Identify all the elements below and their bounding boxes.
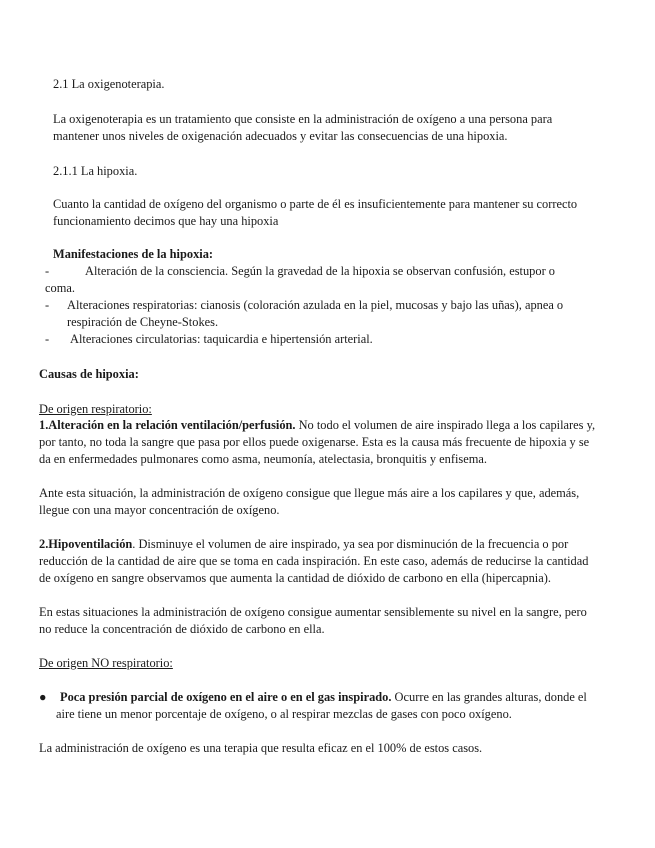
respiratory-origin-heading: De origen respiratorio: — [39, 402, 152, 416]
section-2-1-1-body: Cuanto la cantidad de oxígeno del organismo o parte de él es insuficientemente para mantener su correcto funcionamiento decimos que hay una hipoxia — [53, 197, 578, 228]
cause-hypoventilation — [39, 536, 599, 587]
cause-vq-title: 1.Alteración en la relación ventilación/perfusión. — [39, 418, 296, 432]
manifestation-item-respiratory — [45, 297, 595, 331]
non-respiratory-origin-heading: De origen NO respiratorio: — [39, 656, 173, 670]
section-2-1-heading: 2.1 La oxigenoterapia. — [53, 77, 165, 91]
causes-heading — [39, 366, 599, 383]
manifestation-item-consciousness — [45, 263, 595, 297]
manifestation-text: Alteraciones respiratorias: cianosis (coloración azulada en la piel, mucosas y bajo las uñas), apnea o respiración de Cheyne-Stokes. — [67, 298, 564, 329]
cause-hypoventilation-title: 2.Hipoventilación — [39, 537, 133, 551]
manifestation-item-circulatory — [45, 331, 595, 348]
non-respiratory-text — [39, 689, 599, 723]
non-respiratory-item — [39, 689, 599, 723]
manifestations-heading-text: Manifestaciones de la hipoxia: — [53, 247, 214, 261]
section-2-1-body: La oxigenoterapia es un tratamiento que consiste en la administración de oxígeno a una persona para mantener unos niveles de oxigenación adecuados y evitar las consecuencias de una hipoxia. — [53, 112, 553, 143]
manifestation-text: Alteración de la consciencia. Según la gravedad de la hipoxia se observan confusión, estupor o coma. — [45, 264, 555, 295]
non-respiratory-title: Poca presión parcial de oxígeno en el aire o en el gas inspirado. — [60, 690, 392, 704]
manifestation-text: Alteraciones circulatorias: taquicardia e hipertensión arterial. — [70, 332, 373, 346]
cause-vq-extra: Ante esta situación, la administración de oxígeno consigue que llegue más aire a los capilares y que, además, llegue con una mayor concentración de oxígeno. — [39, 486, 580, 517]
bullet-marker: ● — [39, 690, 47, 704]
dash-marker: - — [45, 264, 50, 278]
manifestations-heading — [53, 246, 593, 263]
section-2-1-1-heading: 2.1.1 La hipoxia. — [53, 164, 138, 178]
dash-marker: - — [45, 332, 50, 346]
non-respiratory-desc: Ocurre en las grandes alturas, donde el aire tiene un menor porcentaje de oxígeno, o al respirar mezclas de gases con poco oxígeno. — [56, 690, 587, 721]
cause-hypoventilation-extra: En estas situaciones la administración de oxígeno consigue aumentar sensiblemente su nivel en la sangre, pero no reduce la concentración de dióxido de carbono en ella. — [39, 605, 587, 636]
causes-heading-text: Causas de hipoxia: — [39, 367, 139, 381]
cause-hypoventilation-text: . Disminuye el volumen de aire inspirado, ya sea por disminución de la frecuencia o por reducción de la cantidad de aire que se toma en cada inspiración. En este caso, además de reducirse la cantidad de oxígeno en sangre observamos que aumenta la cantidad de dióxido de carbono en ella (hipercapnia). — [39, 537, 589, 585]
conclusion-text: La administración de oxígeno es una terapia que resulta eficaz en el 100% de estos casos. — [39, 741, 483, 755]
dash-marker: - — [45, 298, 50, 312]
cause-vq-mismatch — [39, 417, 599, 468]
cause-vq-text: No todo el volumen de aire inspirado llega a los capilares y, por tanto, no toda la sangre que pasa por ellos puede oxigenarse. Esta es la causa más frecuente de hipoxia y se da en enfermedades pulmonares como asma, neumonía, atelectasia, bronquitis y enfisema. — [39, 418, 596, 466]
